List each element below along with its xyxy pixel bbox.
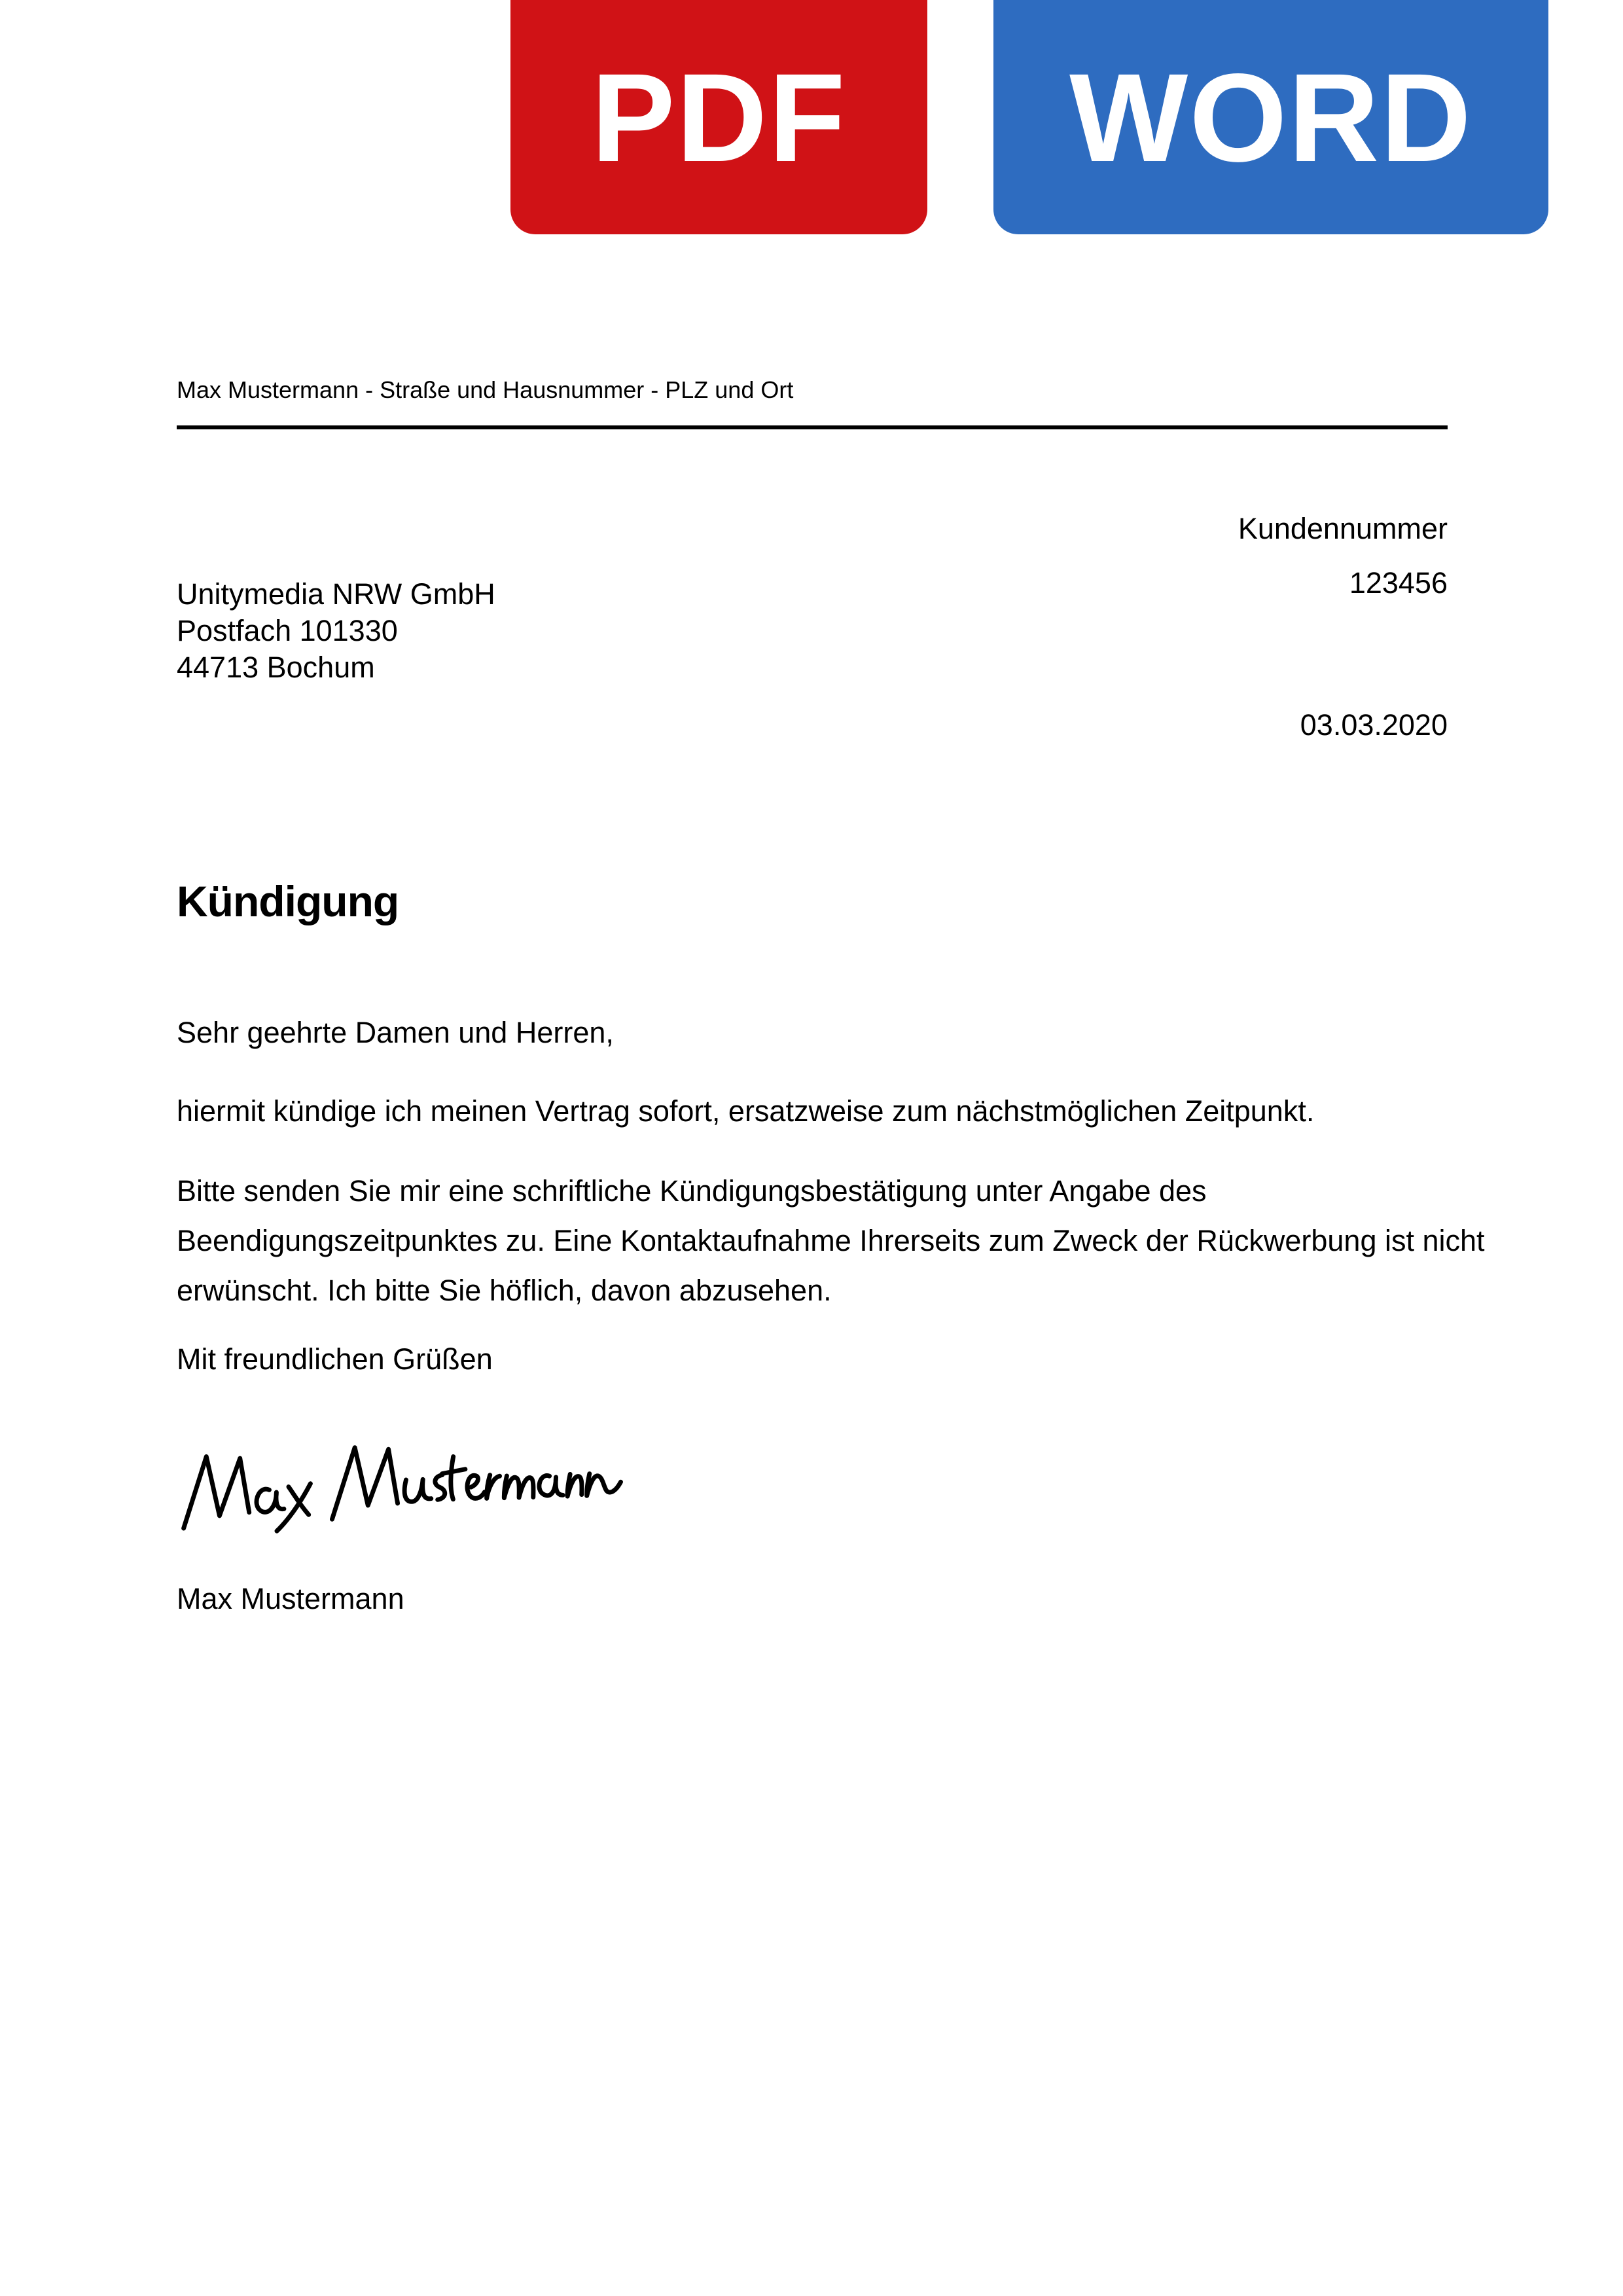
paragraph-2-line: erwünscht. Ich bitte Sie höflich, davon abzusehen. xyxy=(177,1274,832,1307)
paragraph-1: hiermit kündige ich meinen Vertrag sofort, ersatzweise zum nächstmöglichen Zeitpunkt. xyxy=(177,1094,1315,1128)
sender-underline-divider xyxy=(177,425,1448,429)
closing-phrase: Mit freundlichen Grüßen xyxy=(177,1342,493,1376)
word-download-button[interactable]: WORD xyxy=(993,0,1548,234)
paragraph-2-line: Bitte senden Sie mir eine schriftliche Kündigungsbestätigung unter Angabe des xyxy=(177,1174,1207,1208)
customer-number-value: 123456 xyxy=(1349,566,1448,600)
printed-signature-name: Max Mustermann xyxy=(177,1582,404,1615)
sender-address-line: Max Mustermann - Straße und Hausnummer - PLZ und Ort xyxy=(177,376,794,403)
signature-image xyxy=(170,1433,631,1548)
letter-subject-heading: Kündigung xyxy=(177,877,399,925)
recipient-line: 44713 Bochum xyxy=(177,651,375,684)
paragraph-2-line: Beendigungszeitpunktes zu. Eine Kontaktaufnahme Ihrerseits zum Zweck der Rückwerbung ist nicht xyxy=(177,1224,1485,1257)
paragraph-2 xyxy=(177,1166,1485,1316)
pdf-download-button[interactable]: PDF xyxy=(510,0,927,234)
salutation: Sehr geehrte Damen und Herren, xyxy=(177,1016,614,1049)
signature-stroke xyxy=(182,1441,622,1534)
recipient-address xyxy=(177,576,495,686)
recipient-line: Postfach 101330 xyxy=(177,614,398,647)
letter-date: 03.03.2020 xyxy=(1300,708,1448,742)
recipient-line: Unitymedia NRW GmbH xyxy=(177,577,495,611)
customer-number-label: Kundennummer xyxy=(1238,512,1448,545)
